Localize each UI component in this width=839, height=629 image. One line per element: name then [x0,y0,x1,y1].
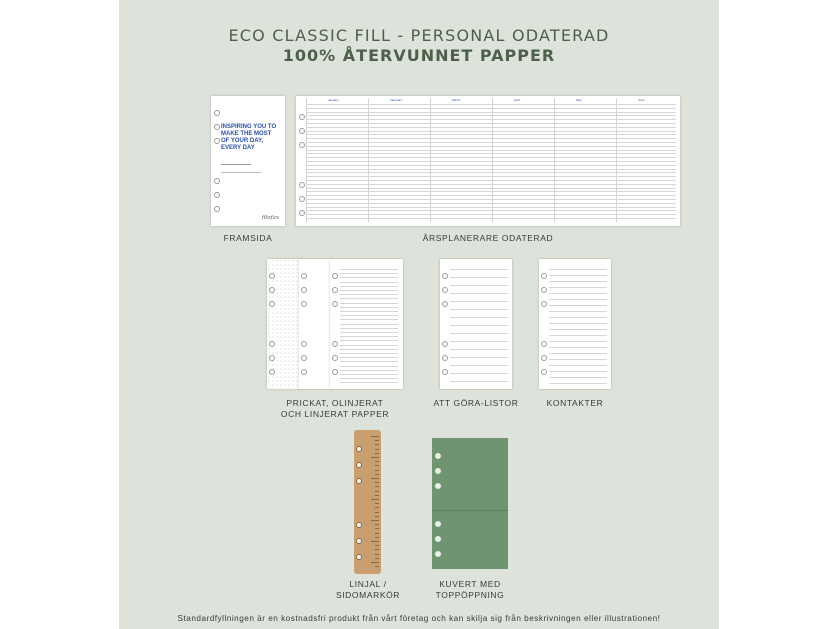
filofax-logo: filofax [261,215,279,221]
planner-row-line [306,134,676,135]
ruled-line [450,301,508,302]
ruler-tick [375,474,379,475]
ruled-line [340,374,398,375]
ruler-tick [375,440,379,441]
planner-row-line [306,131,676,132]
planner-row-line [306,153,676,154]
ruled-line [549,311,607,312]
ruler-tick [375,449,379,450]
planner-row-line [306,176,676,177]
ruler-tick [375,558,379,559]
ruled-line [450,293,508,294]
ruled-line [340,311,398,312]
ruled-line [450,341,508,342]
ruled-line [549,335,607,336]
planner-row-line [306,214,676,215]
ruled-line [549,299,607,300]
ruled-line [549,371,607,372]
ruled-line [549,305,607,306]
planner-row-line [306,188,676,189]
ruled-line [549,281,607,282]
ruler-tick [375,482,379,483]
ruled-line [340,315,398,316]
ruled-line [340,366,398,367]
planner-month-label: April [514,98,521,102]
planner-row-line [306,165,676,166]
lined-paper-sheet [330,259,403,389]
ruled-line [340,336,398,337]
planner-month-label: February [390,98,403,102]
ruled-line [340,361,398,362]
page-title: ECO CLASSIC FILL - PERSONAL ODATERAD [228,26,610,45]
ruler-page-marker [354,430,381,574]
ruled-line [340,286,398,287]
ruled-line [450,365,508,366]
ruler-tick [375,554,379,555]
ruled-line [549,377,607,378]
ruled-line [340,382,398,383]
ruled-line [450,381,508,382]
ruled-line [450,357,508,358]
planner-row-line [306,157,676,158]
ruler-tick [375,507,379,508]
ruled-line [340,349,398,350]
ruler-tick [375,495,379,496]
planner-row-line [306,184,676,185]
ruled-line [549,383,607,384]
ruled-line [450,285,508,286]
ruler-tick [371,520,379,521]
ruled-line [340,298,398,299]
planner-row-line [306,112,676,113]
ruled-line [549,341,607,342]
planner-row-line [306,150,676,151]
planner-row-line [306,207,676,208]
ruler-tick [375,545,379,546]
planner-row-line [306,115,676,116]
dotted-paper-sheet [267,259,301,389]
planner-row-line [306,203,676,204]
planner-row-line [306,195,676,196]
ruled-line [450,349,508,350]
ruler-tick [371,436,379,437]
ruler-tick [375,486,379,487]
cover-text: INSPIRING YOU TO MAKE THE MOST OF YOUR DAY, EVERY DAY [221,124,277,151]
planner-month-label: January [328,98,339,102]
envelope [432,438,508,569]
planner-row-line [306,104,676,105]
ruled-line [340,269,398,270]
ruled-line [450,333,508,334]
planner-row-line [306,119,676,120]
footer-disclaimer: Standardfyllningen är en kostnadsfri produkt från vårt företag och kan skilja sig från beskrivningen eller illustrationen! [177,614,661,623]
ruled-line [549,287,607,288]
ruler-tick [375,453,379,454]
ruler-tick [375,533,379,534]
ruled-line [549,317,607,318]
planner-row-line [306,218,676,219]
label-kuvert: KUVERT MED TOPPÖPPNING [435,579,505,600]
ruler-tick [375,537,379,538]
ruled-line [340,303,398,304]
planner-row-line [306,191,676,192]
ruled-line [549,353,607,354]
planner-row-line [306,161,676,162]
ruled-line [549,293,607,294]
planner-month-label: May [576,98,582,102]
ruled-line [340,290,398,291]
ruled-line [450,309,508,310]
ruler-tick [375,512,379,513]
ruled-line [549,365,607,366]
label-arsplanerare: ÅRSPLANERARE ODATERAD [422,233,554,243]
ruled-line [340,340,398,341]
planner-month-label: June [638,98,645,102]
ruler-tick [375,549,379,550]
ruled-line [340,345,398,346]
plain-paper-sheet [299,259,333,389]
ruler-tick [375,444,379,445]
ruled-line [340,332,398,333]
ruled-line [450,317,508,318]
planner-row-line [306,210,676,211]
ruled-line [340,378,398,379]
ruled-line [340,273,398,274]
ruled-line [549,347,607,348]
year-planner-sheet [296,96,680,226]
contacts-sheet [539,259,611,389]
planner-row-line [306,108,676,109]
ruled-line [549,323,607,324]
ruler-tick [375,503,379,504]
ruled-line [549,329,607,330]
ruled-line [450,277,508,278]
planner-row-line [306,138,676,139]
ruler-tick [371,562,379,563]
ruler-tick [375,491,379,492]
ruled-line [549,275,607,276]
planner-row-line [306,127,676,128]
ruled-line [340,307,398,308]
ruler-tick [375,524,379,525]
ruled-line [340,357,398,358]
product-panel [119,0,719,629]
ruled-line [340,353,398,354]
planner-row-line [306,123,676,124]
cover-sheet [211,96,285,226]
ruled-line [340,324,398,325]
ruled-line [340,282,398,283]
ruled-line [340,319,398,320]
label-prickat: PRICKAT, OLINJERAT OCH LINJERAT PAPPER [280,398,390,419]
planner-row-line [306,146,676,147]
label-framsida: FRAMSIDA [223,233,273,243]
planner-month-label: March [452,98,461,102]
ruler-tick [375,470,379,471]
ruled-line [340,328,398,329]
ruler-tick [375,516,379,517]
ruled-line [549,269,607,270]
ruler-tick [371,478,379,479]
ruler-tick [371,541,379,542]
ruler-tick [375,461,379,462]
page-subtitle: 100% ÅTERVUNNET PAPPER [282,46,556,65]
ruled-line [340,370,398,371]
ruled-line [450,373,508,374]
planner-row-line [306,180,676,181]
planner-row-line [306,172,676,173]
ruler-tick [375,465,379,466]
planner-row-line [306,169,676,170]
label-att-gora: ATT GÖRA-LISTOR [433,398,519,408]
ruled-line [450,269,508,270]
ruled-line [450,325,508,326]
ruler-tick [371,499,379,500]
ruled-line [549,359,607,360]
label-linjal: LINJAL / SIDOMARKÖR [335,579,401,600]
ruled-line [340,277,398,278]
ruler-tick [375,528,379,529]
ruler-tick [371,457,379,458]
planner-row-line [306,199,676,200]
planner-row-line [306,142,676,143]
todo-sheet [440,259,512,389]
label-kontakter: KONTAKTER [546,398,604,408]
ruled-line [340,294,398,295]
ruler-tick [375,566,379,567]
